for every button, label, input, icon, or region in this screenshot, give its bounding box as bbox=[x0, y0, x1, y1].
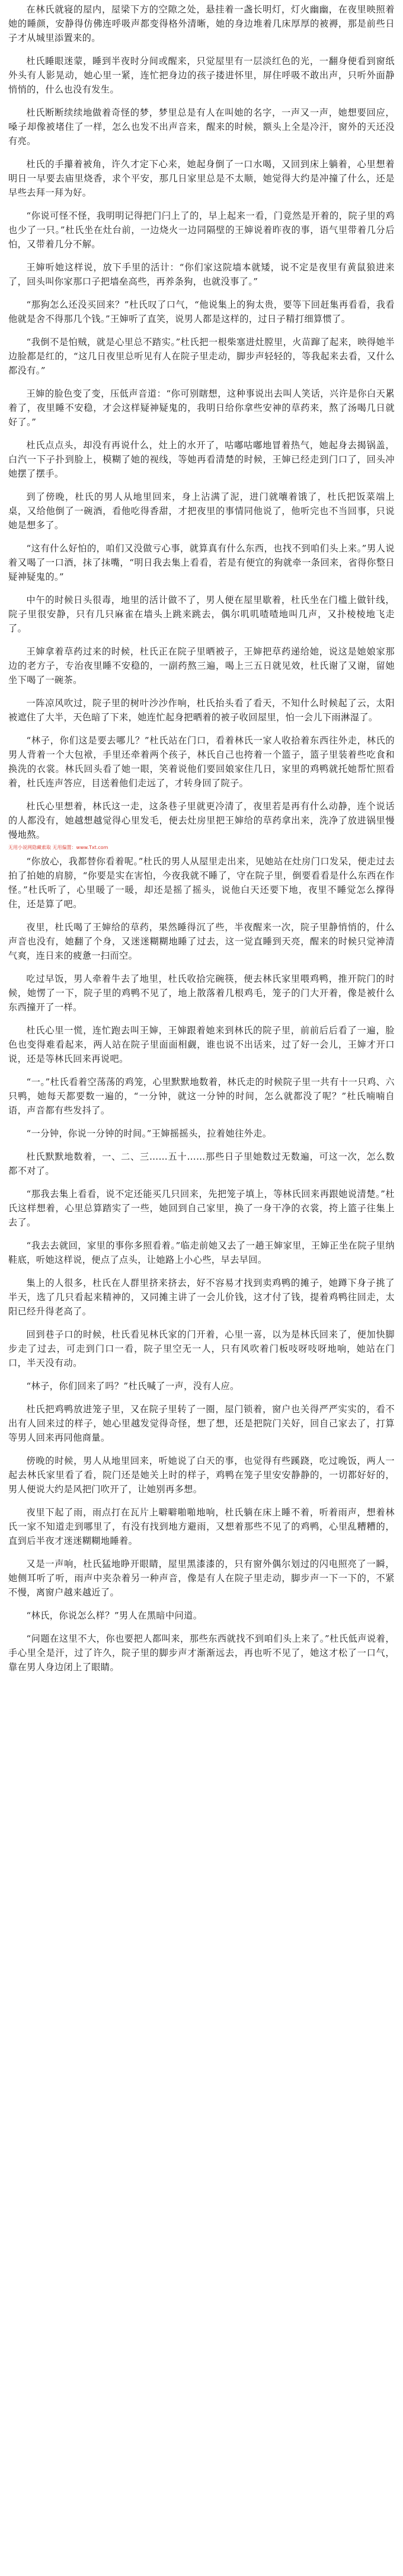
paragraph: 中午的时候日头很毒，地里的活计做不了，男人便在屋里歇着，杜氏坐在门槛上做针线，院子里很安静，只有几只麻雀在墙头上跳来跳去，偶尔叽叽喳喳地叫几声，又扑棱棱地飞走了。 bbox=[8, 595, 395, 634]
paragraph: “你放心，我都替你看着呢。”杜氏的男人从屋里走出来，见她站在灶房门口发呆，便走过去拍了拍她的肩膀，“你要是实在害怕，今夜我就不睡了，守在院子里，倒要看看是什么东西在作怪。”杜氏听了，心里暖了一暖，却还是摇了摇头，说他白天还要下地，夜里不睡觉怎么撑得住，还是算了吧。 bbox=[8, 856, 395, 909]
paragraph: 王婶听她这样说，放下手里的活计：“你们家这院墙本就矮，说不定是夜里有黄鼠狼进来了，回头叫你家那口子把墙垒高些，再养条狗，也就没事了。” bbox=[8, 262, 395, 287]
paragraph: 吃过早饭，男人牵着牛去了地里，杜氏收拾完碗筷，便去林氏家里喂鸡鸭，推开院门的时候，她愣了一下，院子里的鸡鸭不见了，地上散落着几根鸡毛，笼子的门大开着，像是被什么东西撞开了一样。 bbox=[8, 973, 395, 1013]
paragraph: “这有什么好怕的，咱们又没做亏心事，就算真有什么东西，也找不到咱们头上来。”男人说着又喝了一口酒，抹了抹嘴，“明日我去集上看看，若是有便宜的狗就牵一条回来，省得你整日疑神疑鬼的。” bbox=[8, 543, 395, 582]
paragraph: 一阵凉风吹过，院子里的树叶沙沙作响，杜氏抬头看了看天，不知什么时候起了云，太阳被遮住了大半，天色暗了下来，她连忙起身把晒着的被子收回屋里，怕一会儿下雨淋湿了。 bbox=[8, 698, 395, 723]
paragraph: 杜氏默默地数着，一、二、三……五十……那些日子里她数过无数遍，可这一次，怎么数都不对了。 bbox=[8, 1151, 395, 1176]
paragraph: “林子，你们这是要去哪儿？”杜氏站在门口，看着林氏一家人收拾着东西往外走，林氏的男人背着一个大包袱，手里还牵着两个孩子，林氏自己也挎着一个篮子，篮子里装着些吃食和换洗的衣裳。林氏回头看了她一眼，笑着说他们要回娘家住几日，家里的鸡鸭就托她帮忙照看着，杜氏连声答应，目送着他们走远了，才转身回了院子。 bbox=[8, 735, 395, 789]
paragraph: “我去去就回，家里的事你多照看着。”临走前她又去了一趟王婶家里，王婶正坐在院子里纳鞋底，听她这样说，便点了点头，让她路上小心些，早去早回。 bbox=[8, 1240, 395, 1265]
paragraph: “一。”杜氏看着空荡荡的鸡笼，心里默默地数着，林氏走的时候院子里一共有十一只鸡、六只鸭，她每天都要数一遍的，“一分钟，就这一分钟的时间，怎么就都没了呢？”杜氏喃喃自语，声音都有些发抖了。 bbox=[8, 1077, 395, 1116]
paragraph: 集上的人很多，杜氏在人群里挤来挤去，好不容易才找到卖鸡鸭的摊子，她蹲下身子挑了半天，选了几只看起来精神的，又同摊主讲了一会儿价钱，这才付了钱，提着鸡鸭往回走，太阳已经升得老高了。 bbox=[8, 1278, 395, 1317]
paragraph: 杜氏心里一慌，连忙跑去叫王婶，王婶跟着她来到林氏的院子里，前前后后看了一遍，脸色也变得难看起来，两人站在院子里面面相觑，谁也说不出话来，过了好一会儿，王婶才开口说，还是等林氏回来再说吧。 bbox=[8, 1025, 395, 1064]
paragraph: 杜氏点点头，却没有再说什么，灶上的水开了，咕嘟咕嘟地冒着热气，她起身去揭锅盖，白汽一下子扑到脸上，模糊了她的视线，等她再看清楚的时候，王婶已经走到门口了，回头冲她摆了摆手。 bbox=[8, 440, 395, 479]
paragraph: 在林氏就寝的屋内，屋梁下方的空隙之处，悬挂着一盏长明灯，灯火幽幽，在夜里映照着她的睡颜，安静得仿佛连呼吸声都变得格外清晰，她的身边堆着几床厚厚的被褥，那是前些日子才从城里添置来的。 bbox=[8, 4, 395, 43]
paragraph: 王婶的脸色变了变，压低声音道：“你可别瞎想，这种事说出去叫人笑话，兴许是你白天累着了，夜里睡不安稳，才会这样疑神疑鬼的，我明日给你拿些安神的草药来，熬了汤喝几日就好了。” bbox=[8, 388, 395, 427]
paragraph: 杜氏断断续续地做着奇怪的梦，梦里总是有人在叫她的名字，一声又一声，她想要回应，嗓子却像被堵住了一样，怎么也发不出声音来，醒来的时候，额头上全是冷汗，窗外的天还没有亮。 bbox=[8, 107, 395, 146]
paragraph: 杜氏睡眼迷蒙，睡到半夜时分间或醒来，只觉屋里有一层淡红色的光，一翻身便看到窗纸外头有人影晃动，她心里一紧，连忙把身边的孩子搂进怀里，屏住呼吸不敢出声，只听外面静悄悄的，什么也没有发生。 bbox=[8, 56, 395, 95]
paragraph: “问题在这里不大，你也要把人都叫来，那些东西就找不到咱们头上来了。”杜氏低声说着，手心里全是汗，过了许久，院子里的脚步声才渐渐远去，再也听不见了，她这才松了一口气，靠在男人身边闭上了眼睛。 bbox=[8, 1633, 395, 1672]
paragraph: 杜氏心里想着，林氏这一走，这条巷子里就更冷清了，夜里若是再有什么动静，连个说话的人都没有，她越想越觉得心里发毛，便去灶房里把王婶给的草药拿出来，洗净了放进锅里慢慢地熬。 bbox=[8, 801, 395, 840]
paragraph: 王婶拿着草药过来的时候，杜氏正在院子里晒被子，王婶把草药递给她，说这是她娘家那边的老方子，专治夜里睡不安稳的，一副药熬三遍，喝上三五日就见效，杜氏谢了又谢，留她坐下喝了一碗茶。 bbox=[8, 646, 395, 685]
paragraph: 又是一声响，杜氏猛地睁开眼睛，屋里黑漆漆的，只有窗外偶尔划过的闪电照亮了一瞬，她侧耳听了听，雨声中夹杂着另一种声音，像是有人在院子里走动，脚步声一下一下的，不紧不慢，离窗户越来越近了。 bbox=[8, 1559, 395, 1598]
paragraph: 傍晚的时候，男人从地里回来，听她说了白天的事，也觉得有些蹊跷，吃过晚饭，两人一起去林氏家里看了看，院门还是她关上时的样子，鸡鸭在笼子里安安静静的，一切都好好的，男人便说大约是风把门吹开了，让她别再多想。 bbox=[8, 1455, 395, 1495]
paragraph: 回到巷子口的时候，杜氏看见林氏家的门开着，心里一喜，以为是林氏回来了，便加快脚步走了过去，可走到门口一看，院子里空无一人，只有风吹着门板吱呀吱呀地响，她站在门口，半天没有动。 bbox=[8, 1329, 395, 1368]
paragraph: 到了傍晚，杜氏的男人从地里回来，身上沾满了泥，进门就嚷着饿了，杜氏把饭菜端上桌，又给他倒了一碗酒，看他吃得香甜，才把夜里的事情同他说了，他听完也不当回事，只说她是想多了。 bbox=[8, 491, 395, 531]
paragraph: “一分钟，你说一分钟的时间。”王婶摇摇头，拉着她往外走。 bbox=[26, 1128, 272, 1139]
paragraph: “林氏，你说怎么样？”男人在黑暗中问道。 bbox=[26, 1610, 203, 1621]
paragraph: “我倒不是怕贼，就是心里总不踏实。”杜氏把一根柴塞进灶膛里，火苗蹿了起来，映得她半边脸都是红的，“这几日夜里总听见有人在院子里走动，脚步声轻轻的，等我起来去看，又什么都没有。” bbox=[8, 337, 395, 376]
paragraph: 夜里下起了雨，雨点打在瓦片上噼噼啪啪地响，杜氏躺在床上睡不着，听着雨声，想着林氏一家不知道走到哪里了，有没有找到地方避雨，又想着那些不见了的鸡鸭，心里乱糟糟的，直到后半夜才迷迷糊糊地睡着。 bbox=[8, 1507, 395, 1546]
paragraph: “你说可怪不怪，我明明记得把门闩上了的，早上起来一看，门竟然是开着的，院子里的鸡也少了一只。”杜氏坐在灶台前，一边烧火一边同隔壁的王婶说着昨夜的事，语气里带着几分后怕，又带着几分不解。 bbox=[8, 210, 395, 250]
paragraph: “那狗怎么还没买回来？”杜氏叹了口气，“他说集上的狗太贵，要等下回赶集再看看，我看他就是舍不得那几个钱。”王婶听了直笑，说男人都是这样的，过日子精打细算惯了。 bbox=[8, 299, 395, 324]
paragraph: 杜氏把鸡鸭放进笼子里，又在院子里转了一圈，屋门锁着，窗户也关得严严实实的，看不出有人回来过的样子，她心里越发觉得奇怪，想了想，还是把院门关好，回自己家去了，打算等男人回来再同他商量。 bbox=[8, 1404, 395, 1443]
paragraph: 夜里，杜氏喝了王婶给的草药，果然睡得沉了些，半夜醒来一次，院子里静悄悄的，什么声音也没有，她翻了个身，又迷迷糊糊地睡了过去，这一觉直睡到天亮，醒来的时候只觉神清气爽，连日来的疲惫一扫而空。 bbox=[8, 922, 395, 961]
source-watermark-line: 无用小说网隐藏索取 无用偏置：www.Txt.com bbox=[8, 845, 108, 850]
paragraph: “林子，你们回来了吗？”杜氏喊了一声，没有人应。 bbox=[26, 1381, 239, 1391]
paragraph: “那我去集上看看，说不定还能买几只回来，先把笼子填上，等林氏回来再跟她说清楚。”杜氏这样想着，心里总算踏实了一些，她回到自己家里，换了一身干净的衣裳，挎上篮子往集上去了。 bbox=[8, 1189, 395, 1228]
paragraph: 杜氏的手攥着被角，许久才定下心来，她起身倒了一口水喝，又回到床上躺着，心里想着明日一早要去庙里烧香，求个平安，那几日家里总是不太顺，她觉得大约是冲撞了什么，还是早些去拜一拜为好。 bbox=[8, 159, 395, 198]
